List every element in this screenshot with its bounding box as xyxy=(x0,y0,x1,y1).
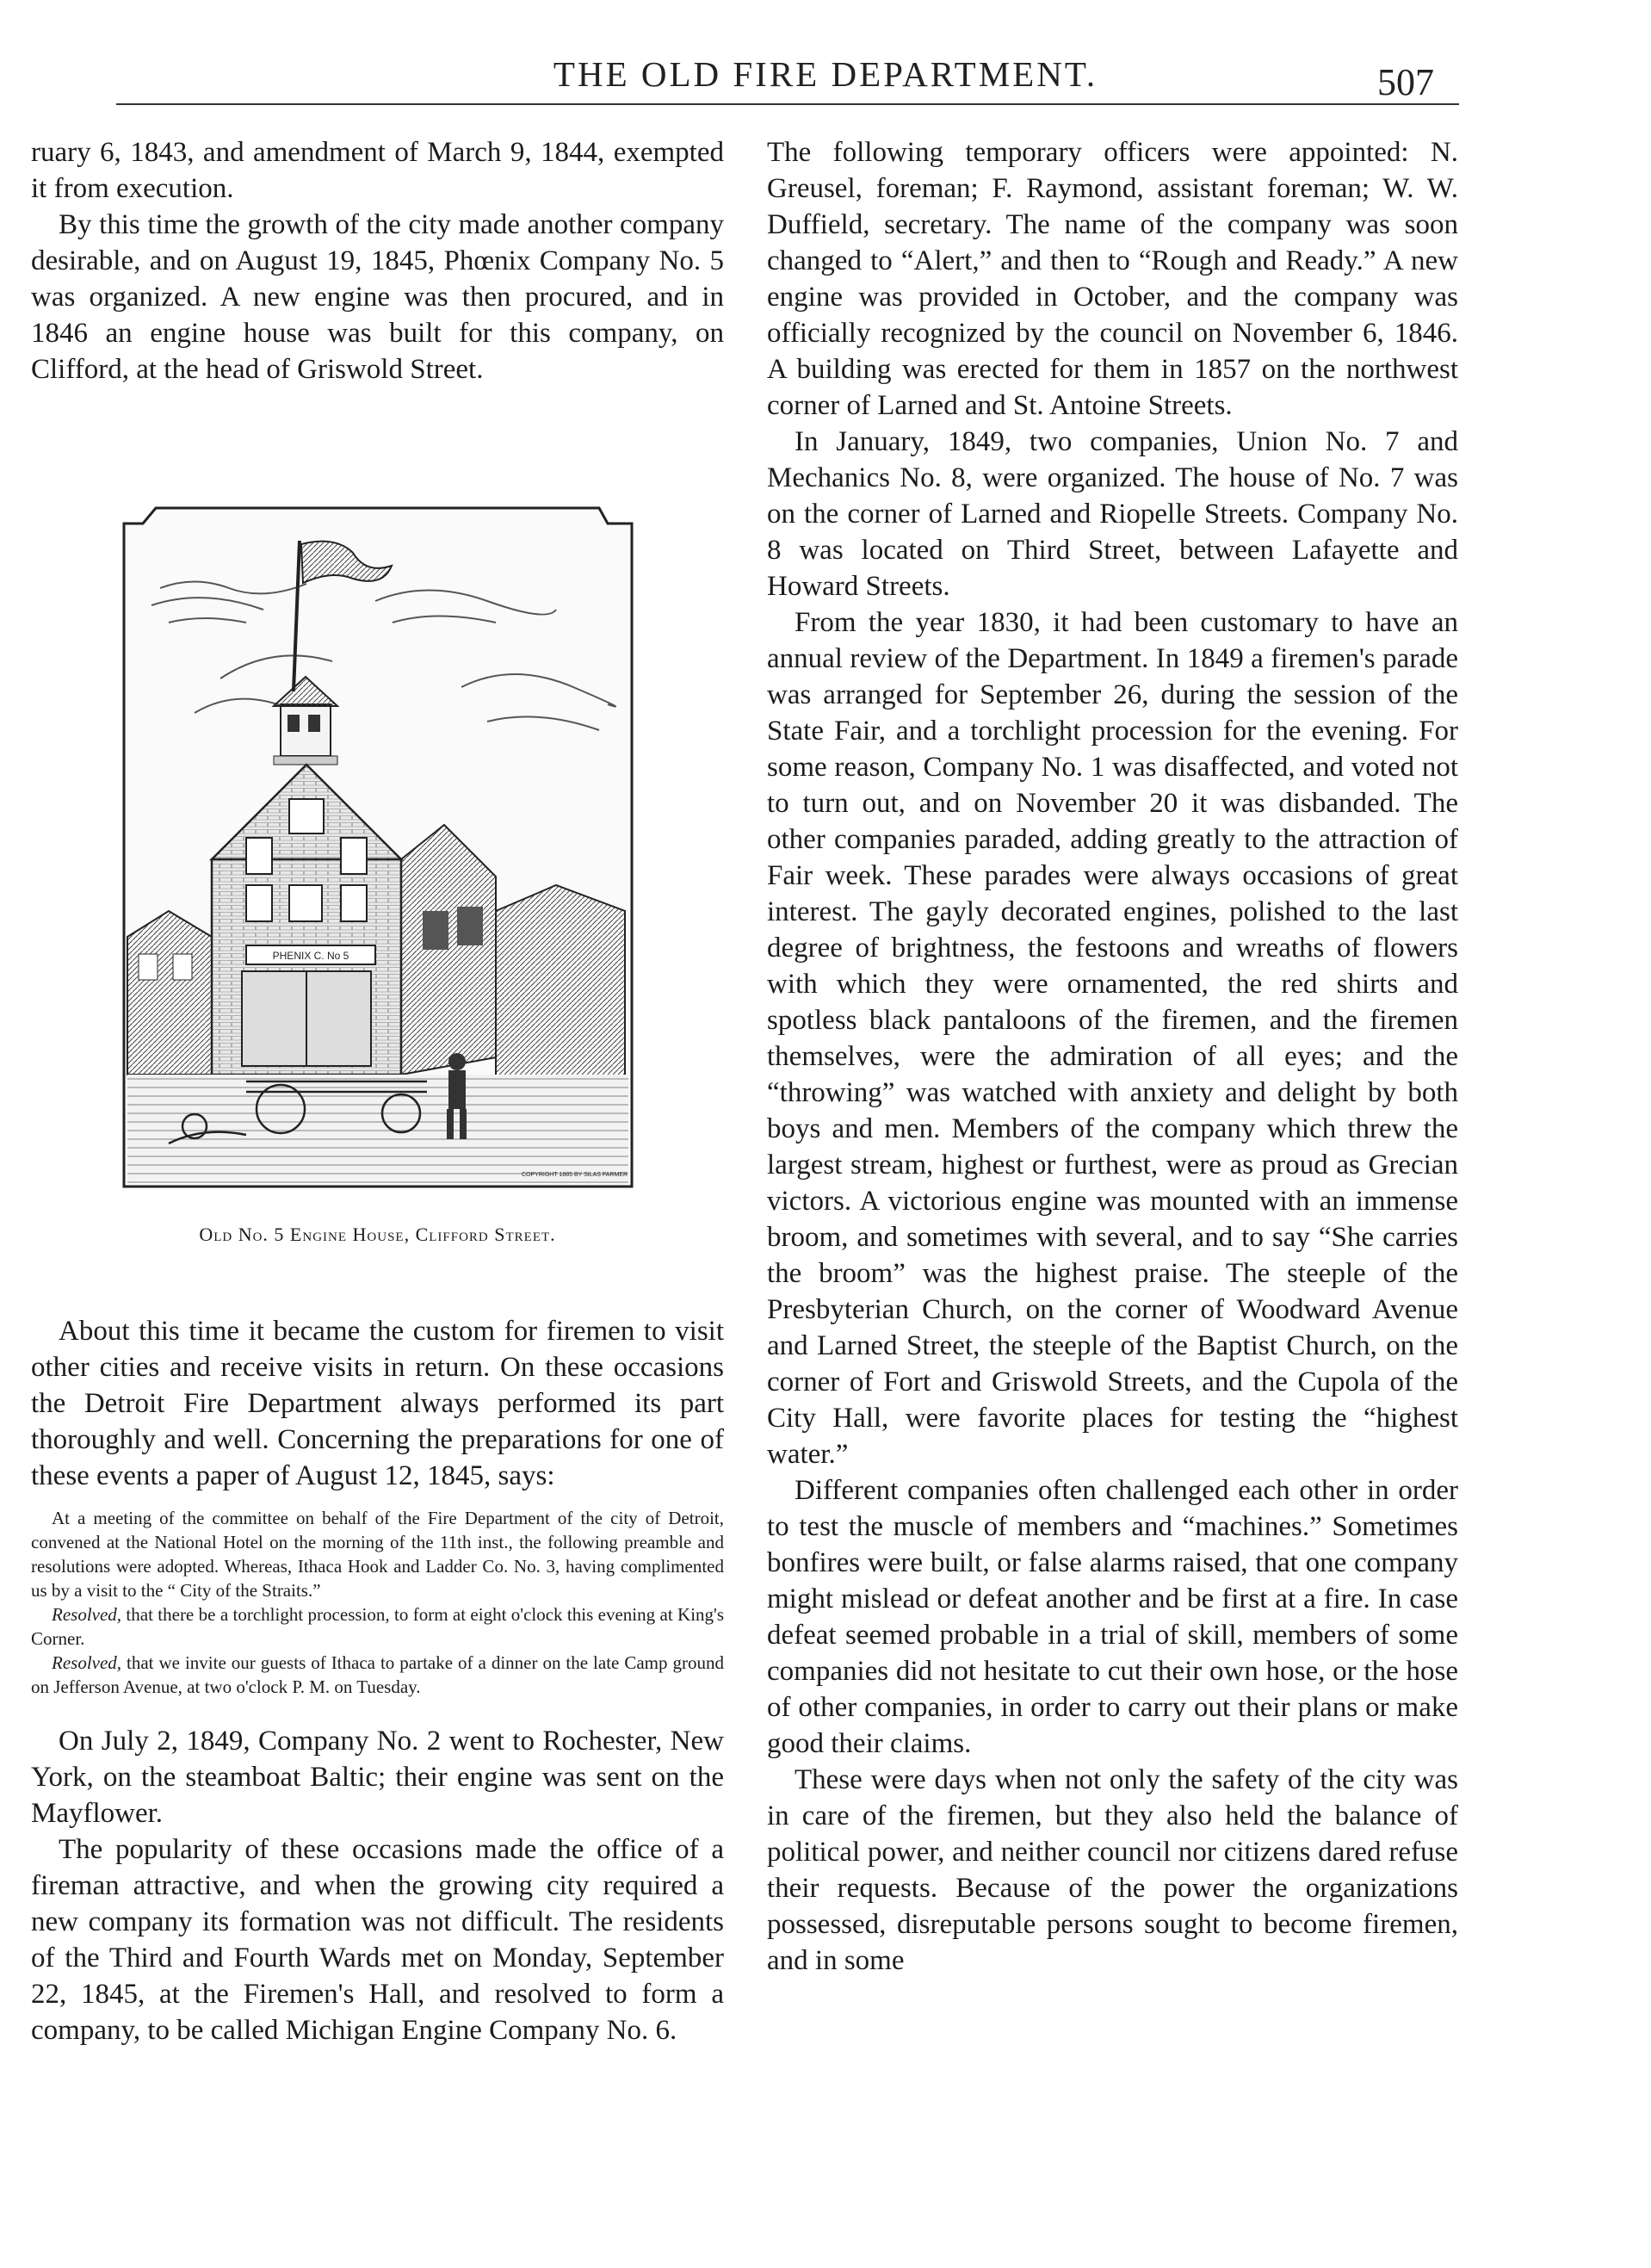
paragraph: About this time it became the custom for firemen to visit other cities and receive visits in return. On these occasions the Detroit Fire Department always performed its part thoroughly and well. Concerning the preparations for one of these events a paper of August 12, 1845, says: xyxy=(31,1316,724,1491)
resolution-text: that there be a torchlight procession, to form at eight o'clock this evening at King's Corner. xyxy=(31,1604,724,1649)
spacer xyxy=(31,1253,724,1313)
copyright-mark: COPYRIGHT 1885 BY SILAS FARMER xyxy=(522,1172,628,1178)
paragraph: By this time the growth of the city made another company desirable, and on August 19, 1845, Phœnix Company No. 5 was organized. A new engine was then procured, and in 1846 an engine house was built for this company, on Clifford, at the head of Griswold Street. xyxy=(31,209,724,385)
paragraph: Different companies often challenged each other in order to test the muscle of members and “machines.” Sometimes bonfires were built, or false alarms raised, that one company might mislead or defeat another and be first at a fire. In case defeat seemed probable in a trial of skill, members of some companies did not hesitate to cut their own hose, or the hose of other companies, in order to carry out their plans or make good their claims. xyxy=(767,1475,1458,1759)
left-column xyxy=(31,134,724,2048)
paragraph: From the year 1830, it had been customary to have an annual review of the Department. In 1849 a firemen's parade was arranged for September 26, during the session of the State Fair, and a torchlight procession for the evening. For some reason, Company No. 1 was disaffected, and voted not to turn out, and on November 20 it was disbanded. The other companies paraded, adding greatly to the attraction of Fair week. These parades were always occasions of great interest. The gayly decorated engines, polished to the last degree of brightness, the festoons and wreaths of flowers with which they were ornamented, the red shirts and spotless black pantaloons of the firemen, and the firemen themselves, were the admiration of all eyes; and the “throwing” was watched with anxiety and delight by both boys and men. Members of the company which threw the largest stream, highest or furthest, were as proud as Grecian victors. A victorious engine was mounted with an immense broom, and sometimes with several, and to say “She carries the broom” was the highest praise. The steeple of the Presbyterian Church, on the corner of Woodward Avenue and Larned Street, the steeple of the Baptist Church, on the corner of Fort and Griswold Streets, and the Cupola of the City Hall, were favorite places for testing the “highest water.” xyxy=(767,607,1458,1470)
resolved-label: Resolved, xyxy=(52,1604,122,1625)
quote-resolution xyxy=(31,1651,724,1699)
figure-caption: Old No. 5 Engine House, Clifford Street. xyxy=(199,1224,556,1245)
engine-house-illustration xyxy=(117,506,638,1191)
quote-resolution xyxy=(31,1602,724,1651)
quote-intro: At a meeting of the committee on behalf of the Fire Department of the city of Detroit, convened at the National Hotel on the morning of the 11th inst., the following preamble and resolutions were adopted. Whereas, Ithaca Hook and Ladder Co. No. 3, having complimented us by a visit to the “ City of the Straits.” xyxy=(31,1508,724,1601)
running-header-title: THE OLD FIRE DEPARTMENT. xyxy=(553,54,1098,94)
paragraph: The following temporary officers were appointed: N. Greusel, foreman; F. Raymond, assistant foreman; W. W. Duffield, secretary. The name of the company was soon changed to “Alert,” and then to “Rough and Ready.” A new engine was provided in October, and the company was officially recognized by the council on November 6, 1846. A building was erected for them in 1857 on the northwest corner of Larned and St. Antoine Streets. xyxy=(767,137,1458,421)
paragraph: ruary 6, 1843, and amendment of March 9, 1844, exempted it from execution. xyxy=(31,137,724,204)
building-sign-text: PHENIX C. No 5 xyxy=(272,950,349,962)
page-number: 507 xyxy=(1377,61,1434,103)
paragraph: These were days when not only the safety of the city was in care of the firemen, but they also held the balance of political power, and neither council nor citizens dared refuse their requests. Because of the power the organizations possessed, disreputable persons sought to become firemen, and in some xyxy=(767,1764,1458,1976)
resolution-text: that we invite our guests of Ithaca to partake of a dinner on the late Camp ground on Jefferson Avenue, at two o'clock P. M. on Tuesday. xyxy=(31,1652,724,1697)
paragraph: On July 2, 1849, Company No. 2 went to Rochester, New York, on the steamboat Baltic; their engine was sent on the Mayflower. xyxy=(31,1726,724,1829)
paragraph: The popularity of these occasions made the office of a fireman attractive, and when the growing city required a new company its formation was not difficult. The residents of the Third and Fourth Wards met on Monday, September 22, 1845, at the Firemen's Hall, and resolved to form a company, to be called Michigan Engine Company No. 6. xyxy=(31,1834,724,2046)
right-column xyxy=(767,134,1458,1979)
header-rule xyxy=(116,103,1459,105)
newspaper-quotation xyxy=(31,1506,724,1699)
resolved-label: Resolved, xyxy=(52,1652,122,1673)
spacer xyxy=(31,1699,724,1723)
paragraph: In January, 1849, two companies, Union No. 7 and Mechanics No. 8, were organized. The house of No. 7 was on the corner of Larned and Riopelle Streets. Company No. 8 was located on Third Street, between Lafayette and Howard Streets. xyxy=(767,426,1458,602)
